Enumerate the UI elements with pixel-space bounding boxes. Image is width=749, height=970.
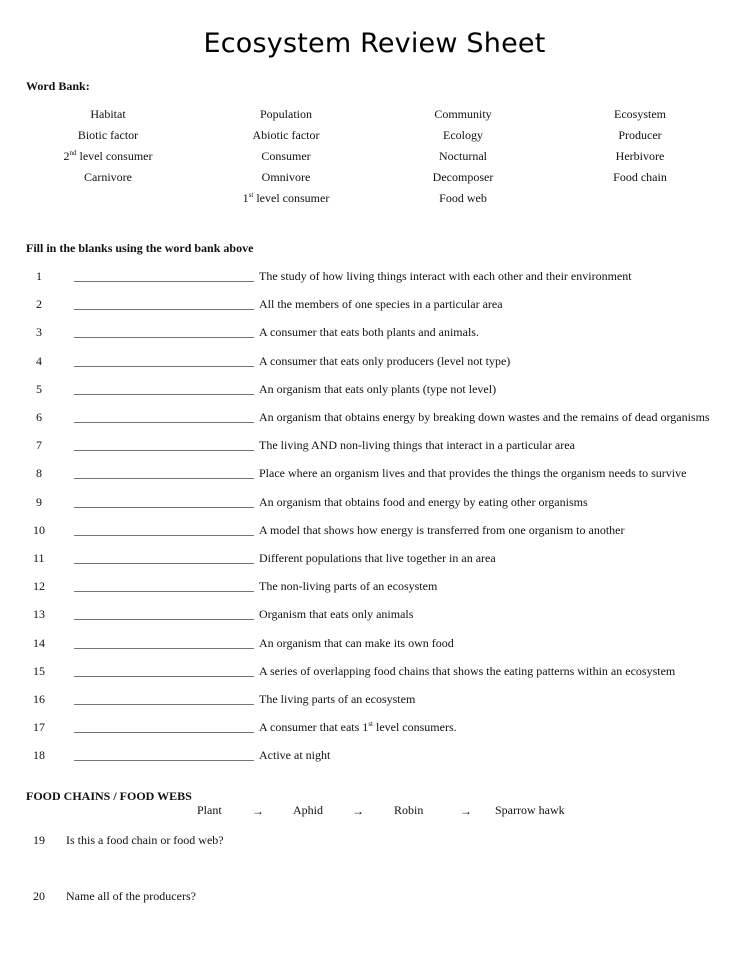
question-number: 11 xyxy=(33,551,45,565)
word-bank-term: 1st level consumer xyxy=(242,191,330,205)
food-chain-organism: Sparrow hawk xyxy=(495,803,565,817)
question-number: 16 xyxy=(33,692,45,706)
definition-text: A consumer that eats both plants and animals. xyxy=(259,325,479,339)
word-bank-term: Nocturnal xyxy=(439,149,487,163)
right-arrow-icon: → xyxy=(460,804,472,818)
word-bank-term: Community xyxy=(434,107,492,121)
question-number: 13 xyxy=(33,607,45,621)
definition-text: Place where an organism lives and that provides the things the organism needs to survive xyxy=(259,466,687,480)
answer-blank[interactable]: ______________________________ xyxy=(74,523,254,537)
answer-blank[interactable]: ______________________________ xyxy=(74,748,254,762)
answer-blank[interactable]: ______________________________ xyxy=(74,410,254,424)
word-bank-term: Food chain xyxy=(613,170,667,184)
definition-text: The non-living parts of an ecosystem xyxy=(259,579,438,593)
word-bank-term: Ecology xyxy=(443,128,483,142)
definition-text: An organism that obtains energy by breaking down wastes and the remains of dead organisms xyxy=(259,410,710,424)
word-bank-term: Ecosystem xyxy=(614,107,666,121)
page-title: Ecosystem Review Sheet xyxy=(203,28,546,59)
question-number: 17 xyxy=(33,720,45,734)
answer-blank[interactable]: ______________________________ xyxy=(74,636,254,650)
question-number: 6 xyxy=(36,410,42,424)
answer-blank[interactable]: ______________________________ xyxy=(74,720,254,734)
answer-blank[interactable]: ______________________________ xyxy=(74,692,254,706)
word-bank-term: Omnivore xyxy=(261,170,311,184)
answer-blank[interactable]: ______________________________ xyxy=(74,354,254,368)
question-text: Name all of the producers? xyxy=(66,889,196,903)
question-number: 19 xyxy=(33,833,45,847)
definition-text: A series of overlapping food chains that shows the eating patterns within an ecosystem xyxy=(259,664,676,678)
question-number: 8 xyxy=(36,466,42,480)
question-number: 7 xyxy=(36,438,42,452)
question-number: 3 xyxy=(36,325,42,339)
definition-text: A consumer that eats 1st level consumers. xyxy=(259,720,457,734)
word-bank-term: Food web xyxy=(439,191,487,205)
question-number: 1 xyxy=(36,269,42,283)
question-number: 20 xyxy=(33,889,45,903)
definition-text: The living parts of an ecosystem xyxy=(259,692,416,706)
food-chains-heading: FOOD CHAINS / FOOD WEBS xyxy=(26,789,192,803)
answer-blank[interactable]: ______________________________ xyxy=(74,325,254,339)
definition-text: The living AND non-living things that interact in a particular area xyxy=(259,438,575,452)
food-chain-organism: Aphid xyxy=(293,803,323,817)
word-bank-term: 2nd level consumer xyxy=(63,149,153,163)
question-number: 12 xyxy=(33,579,45,593)
answer-blank[interactable]: ______________________________ xyxy=(74,495,254,509)
answer-blank[interactable]: ______________________________ xyxy=(74,551,254,565)
fill-blanks-heading: Fill in the blanks using the word bank above xyxy=(26,241,254,255)
definition-text: Active at night xyxy=(259,748,331,762)
question-number: 5 xyxy=(36,382,42,396)
definition-text: All the members of one species in a particular area xyxy=(259,297,503,311)
answer-blank[interactable]: ______________________________ xyxy=(74,607,254,621)
word-bank-term: Abiotic factor xyxy=(252,128,320,142)
word-bank-term: Habitat xyxy=(90,107,126,121)
question-number: 18 xyxy=(33,748,45,762)
word-bank-heading: Word Bank: xyxy=(26,79,90,93)
answer-blank[interactable]: ______________________________ xyxy=(74,466,254,480)
right-arrow-icon: → xyxy=(252,804,264,818)
word-bank-term: Herbivore xyxy=(615,149,665,163)
answer-blank[interactable]: ______________________________ xyxy=(74,438,254,452)
definition-text: A consumer that eats only producers (level not type) xyxy=(259,354,511,368)
word-bank-term: Consumer xyxy=(261,149,311,163)
food-chain-organism: Robin xyxy=(394,803,424,817)
definition-text: An organism that eats only plants (type not level) xyxy=(259,382,497,396)
definition-text: Different populations that live together in an area xyxy=(259,551,496,565)
right-arrow-icon: → xyxy=(352,804,364,818)
answer-blank[interactable]: ______________________________ xyxy=(74,664,254,678)
word-bank-term: Carnivore xyxy=(84,170,132,184)
question-text: Is this a food chain or food web? xyxy=(66,833,224,847)
word-bank-term: Biotic factor xyxy=(77,128,139,142)
question-number: 15 xyxy=(33,664,45,678)
question-number: 2 xyxy=(36,297,42,311)
word-bank-term: Population xyxy=(259,107,312,121)
question-number: 10 xyxy=(33,523,45,537)
answer-blank[interactable]: ______________________________ xyxy=(74,579,254,593)
definition-text: An organism that obtains food and energy by eating other organisms xyxy=(259,495,588,509)
definition-text: An organism that can make its own food xyxy=(259,636,454,650)
word-bank-term: Producer xyxy=(618,128,662,142)
word-bank-term: Decomposer xyxy=(432,170,494,184)
food-chain-organism: Plant xyxy=(197,803,222,817)
question-number: 14 xyxy=(33,636,45,650)
definition-text: The study of how living things interact with each other and their environment xyxy=(259,269,632,283)
definition-text: Organism that eats only animals xyxy=(259,607,414,621)
answer-blank[interactable]: ______________________________ xyxy=(74,382,254,396)
answer-blank[interactable]: ______________________________ xyxy=(74,297,254,311)
answer-blank[interactable]: ______________________________ xyxy=(74,269,254,283)
question-number: 9 xyxy=(36,495,42,509)
definition-text: A model that shows how energy is transferred from one organism to another xyxy=(259,523,625,537)
question-number: 4 xyxy=(36,354,42,368)
